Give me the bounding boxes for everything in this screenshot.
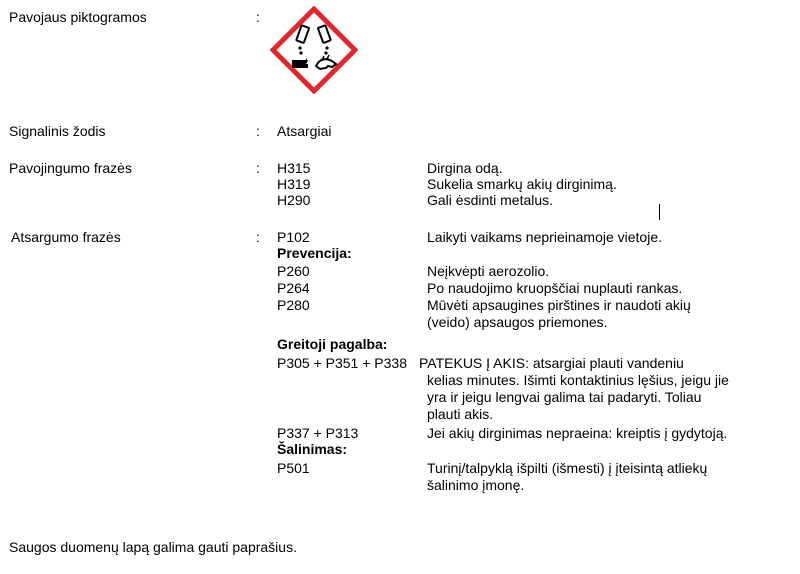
text-cursor xyxy=(659,204,660,220)
precaution-code: P337 + P313 xyxy=(277,425,359,441)
first-aid-heading: Greitoji pagalba: xyxy=(277,336,388,352)
precaution-text: kelias minutes. Išimti kontaktinius lęšius, jeigu jie xyxy=(427,372,729,388)
hazard-text: Gali ėsdinti metalus. xyxy=(427,192,554,208)
hazard-code: H315 xyxy=(277,160,311,176)
prevention-heading: Prevencija: xyxy=(277,245,352,261)
hazard-colon: : xyxy=(256,160,260,176)
precaution-text: Mūvėti apsaugines pirštines ir naudoti akių xyxy=(427,297,691,313)
signal-label: Signalinis žodis xyxy=(9,123,106,139)
precaution-code: P305 + P351 + P338 xyxy=(277,355,407,371)
precaution-text: Po naudojimo kruopščiai nuplauti rankas. xyxy=(427,280,683,296)
hazard-code: H319 xyxy=(277,176,311,192)
hazard-code: H290 xyxy=(277,192,311,208)
hazard-label: Pavojingumo frazės xyxy=(9,160,132,176)
precaution-text: Neįkvėpti aerozolio. xyxy=(427,263,550,279)
footer-note: Saugos duomenų lapą galima gauti paprašius. xyxy=(9,539,297,555)
hazard-text: Sukelia smarkų akių dirginimą. xyxy=(427,176,617,192)
signal-colon: : xyxy=(256,123,260,139)
precaution-text: šalinimo įmonę. xyxy=(427,477,525,493)
pictogram-label: Pavojaus piktogramos xyxy=(9,9,147,25)
precaution-text: plauti akis. xyxy=(427,406,494,422)
precaution-code: P102 xyxy=(277,229,310,245)
precaution-colon: : xyxy=(256,229,260,245)
corrosion-ghs05-icon xyxy=(270,6,358,94)
precaution-text: Laikyti vaikams neprieinamoje vietoje. xyxy=(427,229,662,245)
precaution-text: yra ir jeigu lengvai galima tai padaryti. Toliau xyxy=(427,389,702,405)
precaution-code: P264 xyxy=(277,280,310,296)
signal-value: Atsargiai xyxy=(277,123,332,139)
precaution-code: P501 xyxy=(277,460,310,476)
precaution-code: P280 xyxy=(277,297,310,313)
precaution-text: Jei akių dirginimas nepraeina: kreiptis į gydytoją. xyxy=(427,425,728,441)
hazard-text: Dirgina odą. xyxy=(427,160,503,176)
precaution-label: Atsargumo frazės xyxy=(11,229,121,245)
precaution-text: (veido) apsaugos priemones. xyxy=(427,314,608,330)
precaution-text: Turinį/talpyklą išpilti (išmesti) į įteisintą atliekų xyxy=(427,460,708,476)
disposal-heading: Šalinimas: xyxy=(277,441,348,457)
precaution-code: P260 xyxy=(277,263,310,279)
precaution-text: PATEKUS Į AKIS: atsargiai plauti vandeniu xyxy=(419,355,684,371)
pictogram-colon: : xyxy=(256,9,260,25)
